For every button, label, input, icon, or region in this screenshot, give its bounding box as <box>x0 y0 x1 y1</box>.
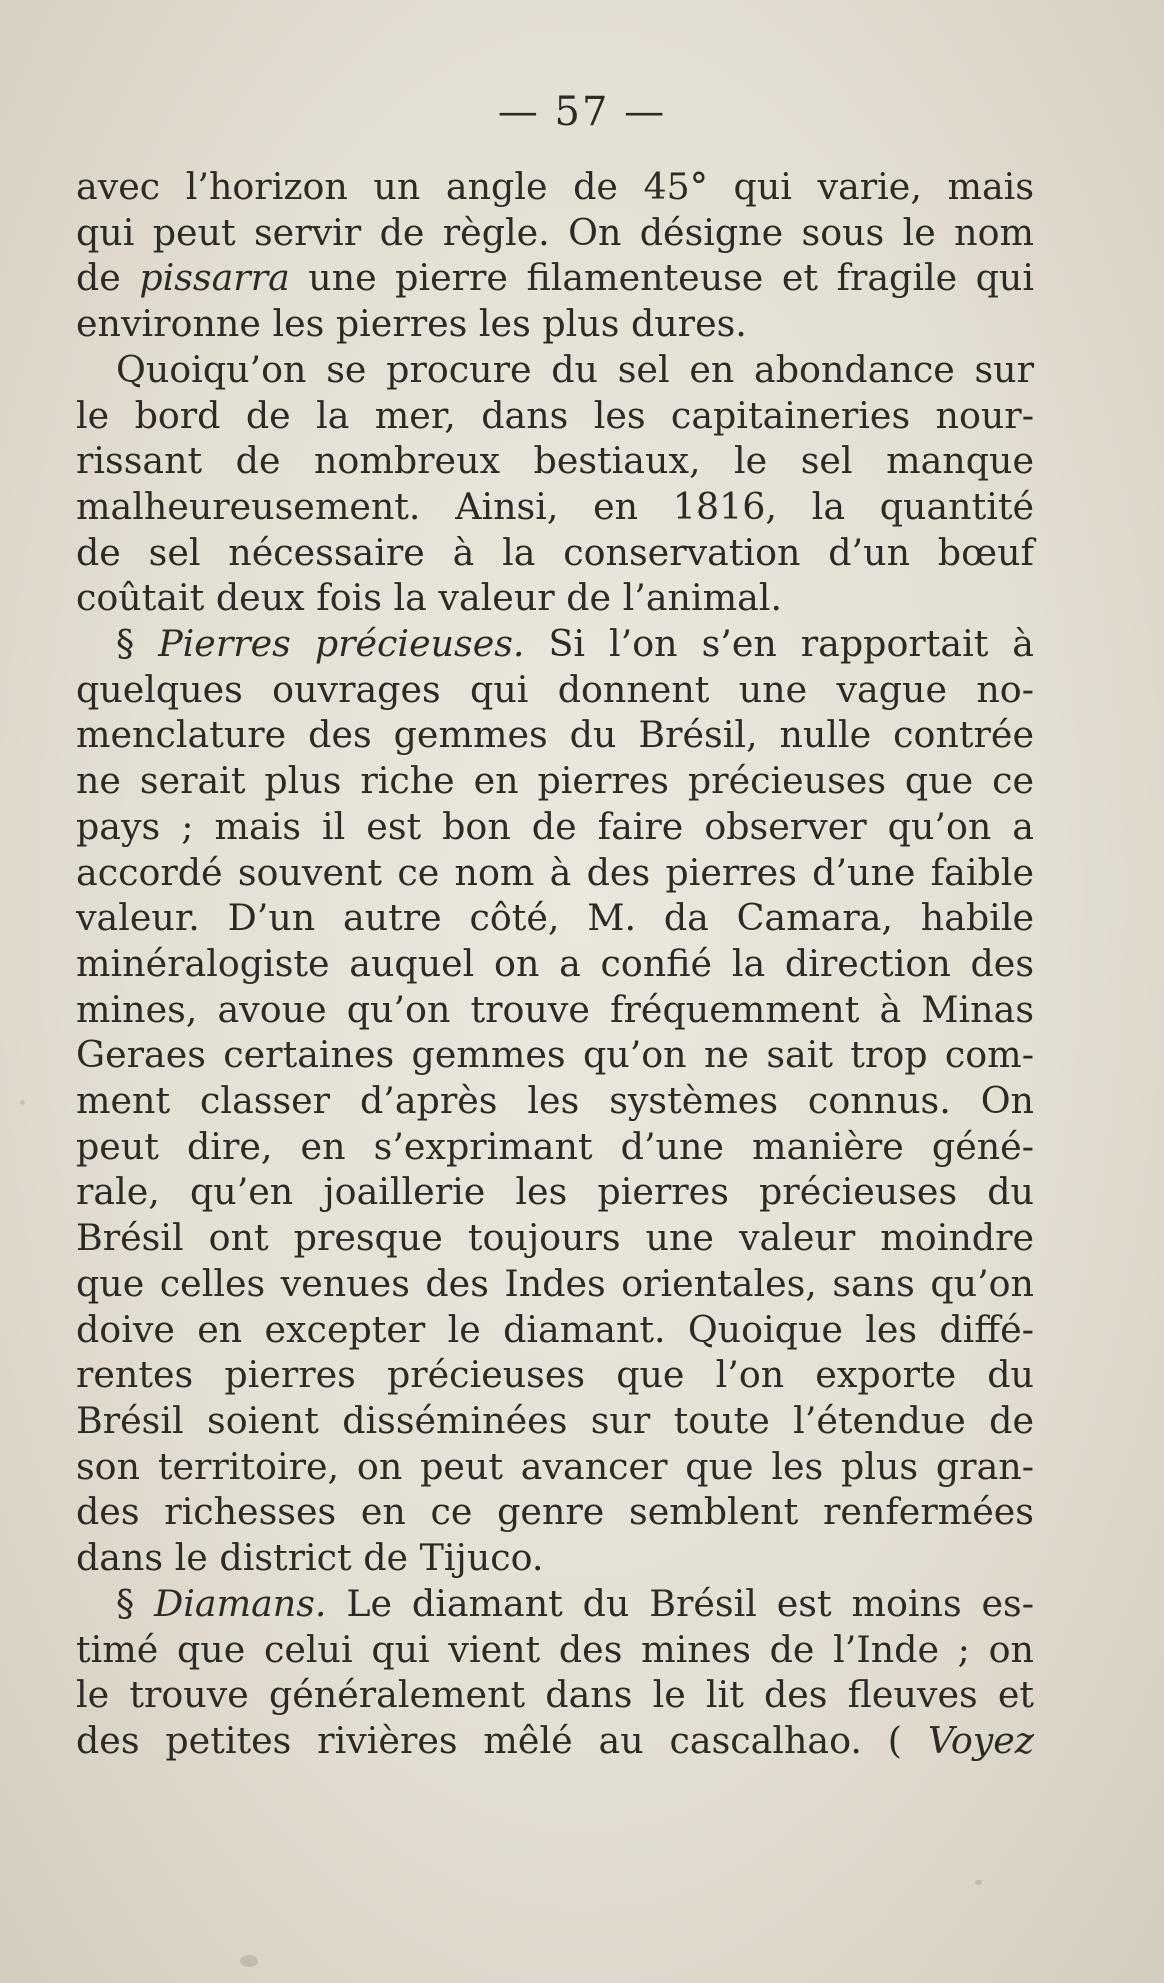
text-segment: menclature des gemmes du Brésil, nulle contrée <box>76 713 1034 757</box>
text-segment: avec l’horizon un angle de 45° qui varie, mais <box>76 165 1034 208</box>
text-line <box>76 1627 1034 1673</box>
text-segment: Brésil ont presque toujours une valeur moindre <box>76 1216 1034 1260</box>
text-line <box>76 1444 1034 1490</box>
italic-text: Diamans. <box>154 1581 327 1625</box>
text-line <box>76 255 1034 301</box>
text-line <box>76 1489 1034 1535</box>
body-text <box>76 164 1034 1764</box>
text-line <box>76 301 1034 347</box>
text-line <box>76 667 1034 713</box>
text-segment: accordé souvent ce nom à des pierres d’une faible <box>76 850 1034 894</box>
text-segment: le bord de la mer, dans les capitaineries nour- <box>76 393 1034 437</box>
text-line <box>76 484 1034 530</box>
text-line <box>76 1398 1034 1444</box>
text-line <box>76 210 1034 256</box>
italic-text: pissarra <box>139 256 290 300</box>
text-segment: que celles venues des Indes orientales, sans qu’on <box>76 1261 1034 1305</box>
text-line <box>76 1352 1034 1398</box>
text-line <box>76 758 1034 804</box>
text-line <box>76 164 1034 210</box>
text-segment: Geraes certaines gemmes qu’on ne sait trop com- <box>76 1033 1034 1077</box>
text-line <box>76 393 1034 439</box>
text-line <box>76 575 1034 621</box>
text-segment: valeur. D’un autre côté, M. da Camara, habile <box>76 896 1034 940</box>
text-line <box>76 850 1034 896</box>
text-segment: peut dire, en s’exprimant d’une manière géné- <box>76 1124 1034 1168</box>
text-segment: de sel nécessaire à la conservation d’un bœuf <box>76 530 1034 574</box>
text-line <box>76 438 1034 484</box>
text-line <box>76 1672 1034 1718</box>
text-segment: des petites rivières mêlé au cascalhao. ( <box>76 1718 928 1762</box>
text-line <box>76 895 1034 941</box>
text-line <box>76 1718 1034 1764</box>
text-line <box>76 347 1034 393</box>
text-segment: de <box>76 256 140 300</box>
text-segment: coûtait deux fois la valeur de l’animal. <box>76 576 783 620</box>
text-segment: minéralogiste auquel on a confié la direction des <box>76 941 1034 985</box>
text-segment: environne les pierres les plus dures. <box>76 302 747 346</box>
text-segment: rissant de nombreux bestiaux, le sel manque <box>76 439 1034 483</box>
text-segment: Le diamant du Brésil est moins es- <box>326 1581 1034 1625</box>
text-segment: rentes pierres précieuses que l’on exporte du <box>76 1353 1034 1397</box>
italic-text: Voyez <box>927 1718 1034 1762</box>
text-segment: ment classer d’après les systèmes connus. On <box>76 1079 1034 1123</box>
text-segment: § <box>116 622 159 666</box>
text-segment: dans le district de Tijuco. <box>76 1536 544 1580</box>
text-line <box>76 1078 1034 1124</box>
text-line <box>76 621 1034 667</box>
text-segment: des richesses en ce genre semblent renfermées <box>76 1490 1034 1534</box>
text-line <box>76 987 1034 1033</box>
text-segment: qui peut servir de règle. On désigne sous le nom <box>76 210 1034 254</box>
text-segment: § <box>116 1581 155 1625</box>
text-segment: timé que celui qui vient des mines de l’Inde ; on <box>76 1627 1034 1671</box>
italic-text: Pierres précieuses. <box>158 622 525 666</box>
text-segment: quelques ouvrages qui donnent une vague no- <box>76 667 1034 711</box>
text-segment: mines, avoue qu’on trouve fréquemment à Minas <box>76 987 1034 1031</box>
text-segment: ne serait plus riche en pierres précieuses que ce <box>76 759 1034 803</box>
paper-stain <box>240 1955 258 1967</box>
text-line <box>76 1261 1034 1307</box>
paper-stain <box>20 1100 25 1105</box>
text-segment: doive en excepter le diamant. Quoique les diffé- <box>76 1307 1034 1351</box>
text-line <box>76 1215 1034 1261</box>
text-line <box>76 1032 1034 1078</box>
text-line <box>76 712 1034 758</box>
text-line <box>76 1581 1034 1627</box>
text-segment: malheureusement. Ainsi, en 1816, la quantité <box>76 484 1034 528</box>
text-segment: Brésil soient disséminées sur toute l’étendue de <box>76 1398 1034 1442</box>
text-segment: une pierre filamenteuse et fragile qui <box>289 256 1034 300</box>
text-line <box>76 1124 1034 1170</box>
text-segment: Quoiqu’on se procure du sel en abondance sur <box>116 347 1034 391</box>
text-line <box>76 804 1034 850</box>
text-segment: Si l’on s’en rapportait à <box>524 622 1035 666</box>
text-segment: le trouve généralement dans le lit des fleuves et <box>76 1673 1034 1717</box>
text-segment: pays ; mais il est bon de faire observer qu’on a <box>76 804 1034 848</box>
paper-stain <box>975 1880 982 1885</box>
text-line <box>76 1307 1034 1353</box>
text-segment: son territoire, on peut avancer que les plus gran- <box>76 1444 1034 1488</box>
text-segment: rale, qu’en joaillerie les pierres précieuses du <box>76 1170 1034 1214</box>
text-line <box>76 1169 1034 1215</box>
text-line <box>76 1535 1034 1581</box>
text-line <box>76 941 1034 987</box>
page-number: — 57 — <box>497 89 667 135</box>
text-line <box>76 530 1034 576</box>
